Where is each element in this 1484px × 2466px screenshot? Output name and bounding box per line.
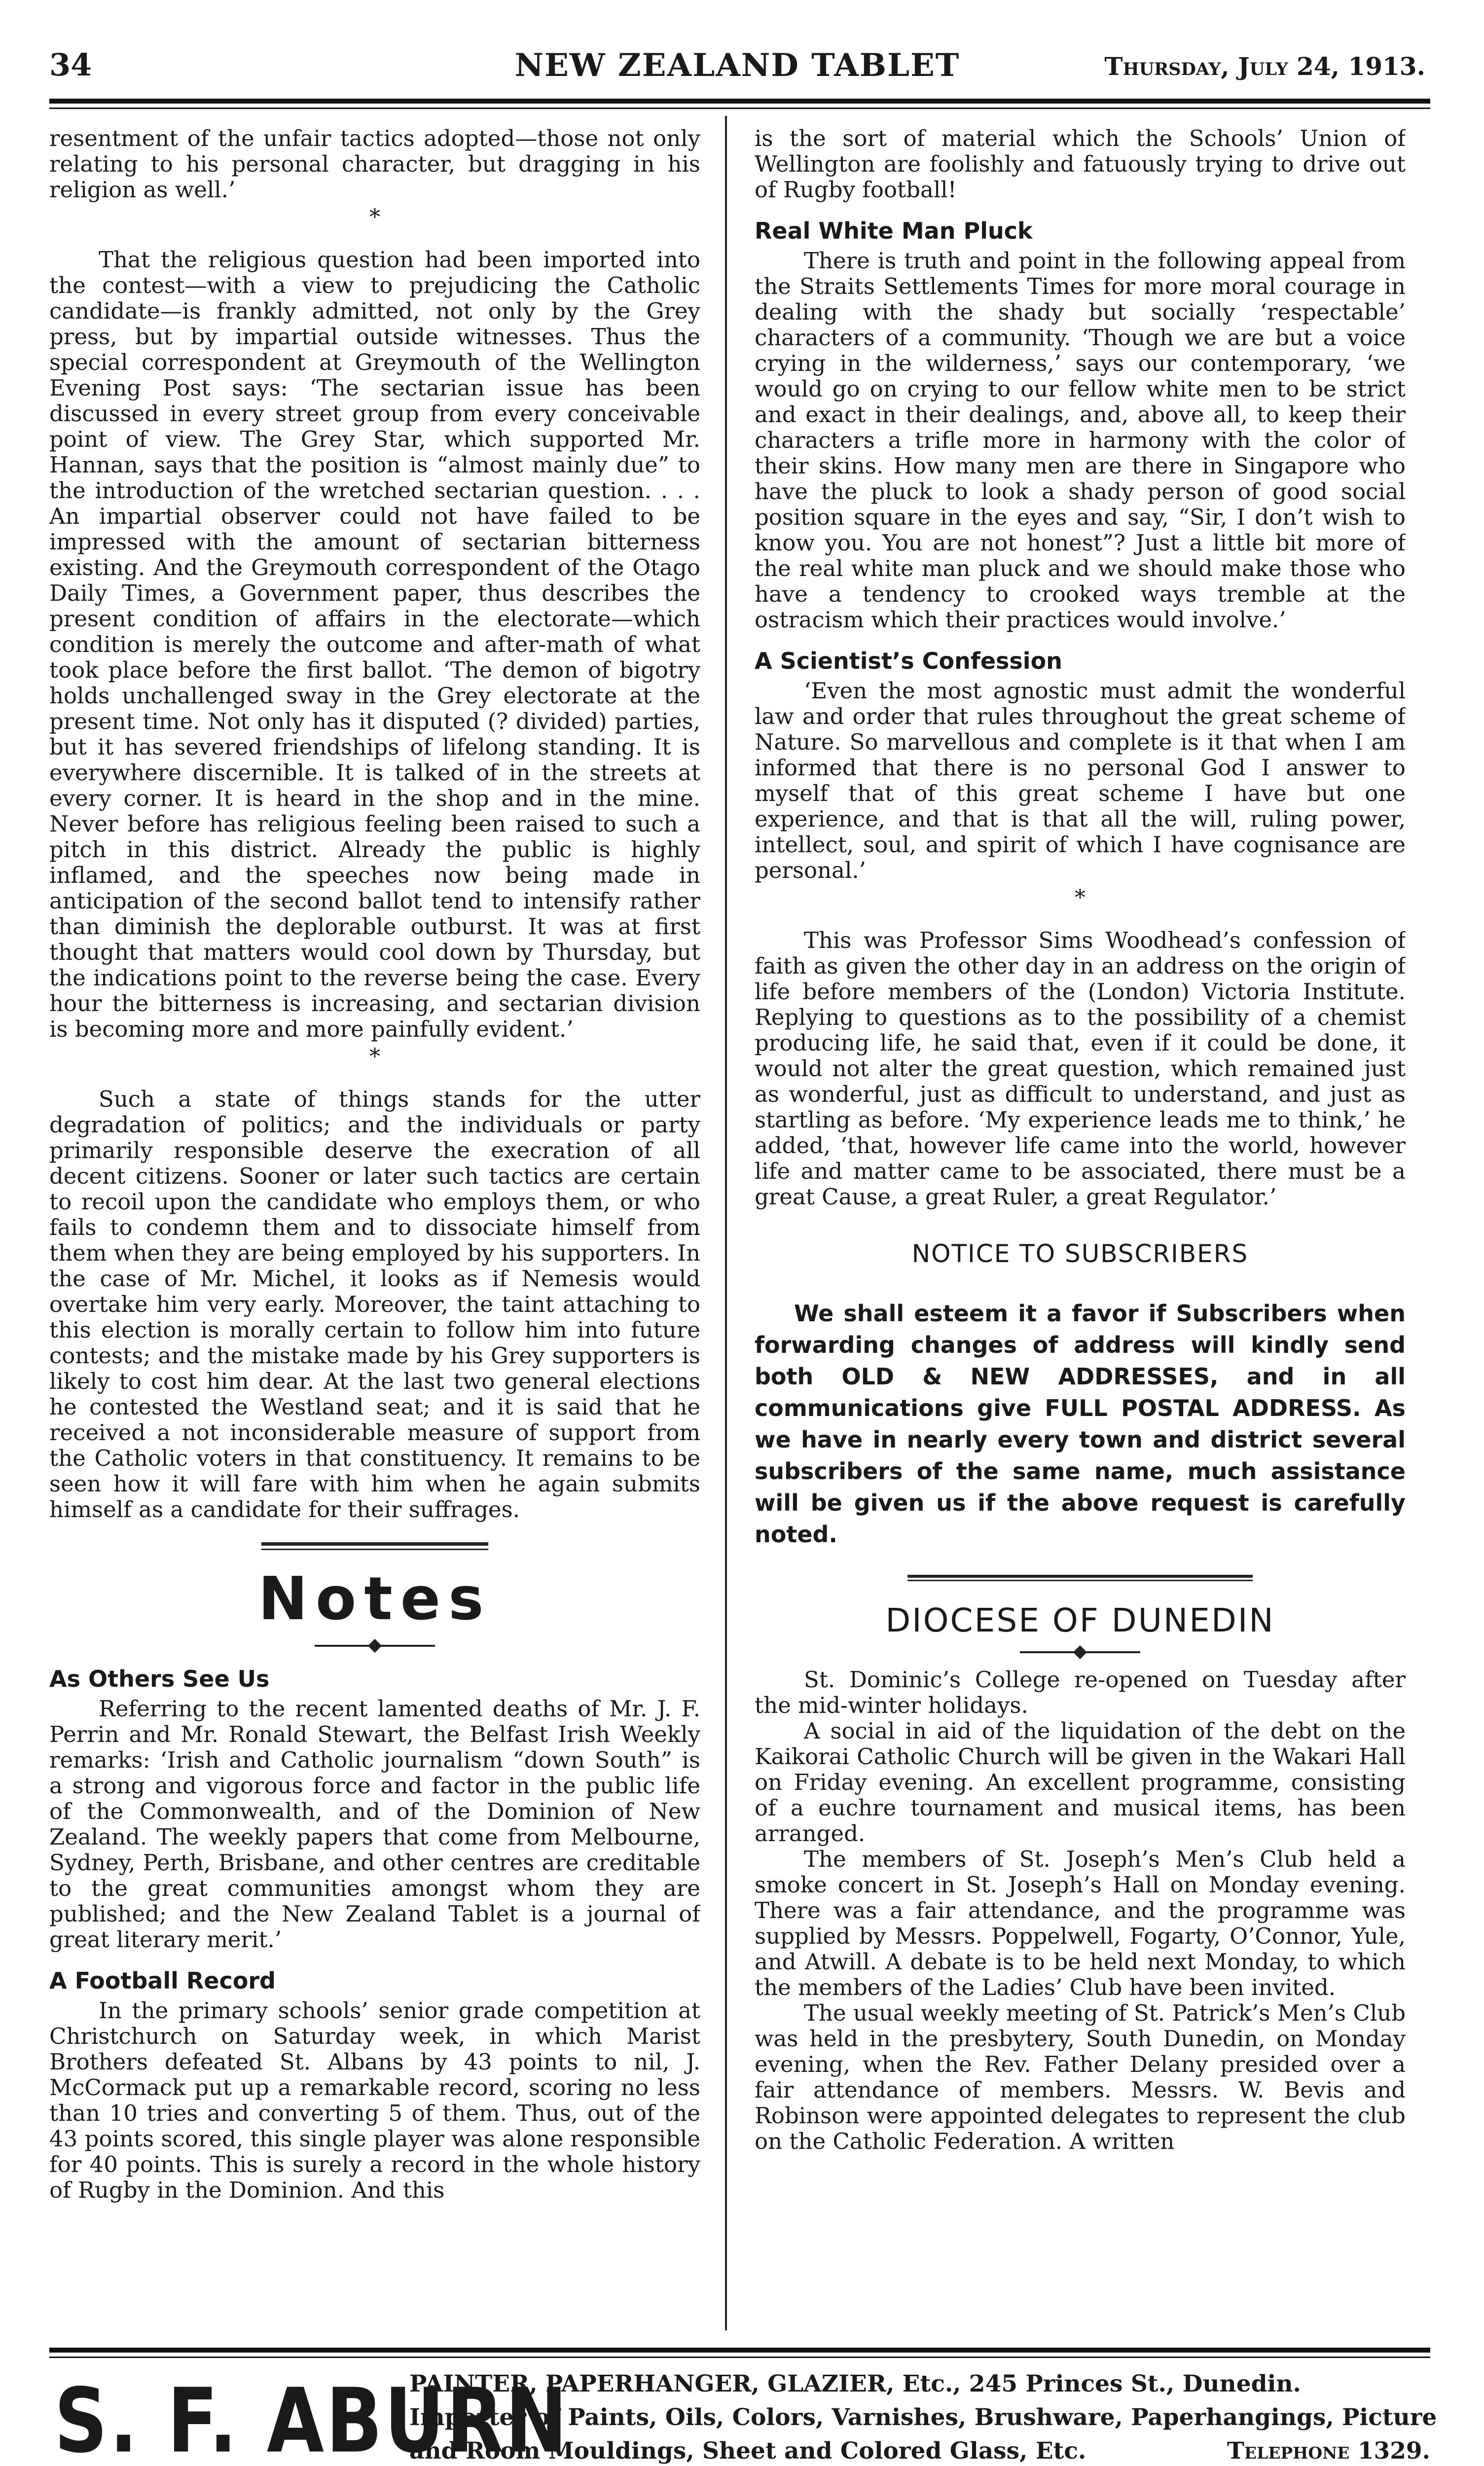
diamond-rule: [755, 1647, 1406, 1657]
article-paragraph: Such a state of things stands for the utter degradation of politics; and the individuals or party primarily responsible deserve the execration of all decent citizens. Sooner or later such tactics are certain to recoil upon the candidate who employs them, or who fails to condemn them and to dissociate himself from them when they are being employed by his supporters. In the case of Mr. Michel, it looks as if Nemesis would overtake him very early. Moreover, the taint attaching to this election is morally certain to follow him into future contests; and the mistake made by his Grey supporters is likely to cost him dear. At the last two general elections he contested the Westland seat; and it is said that he received a not inconsiderable measure of support from the Catholic voters in that constituency. It remains to be seen how it will fare with him when he again submits himself as a candidate for their suffrages.: [49, 1086, 700, 1523]
article-paragraph: is the sort of material which the Schools’ Union of Wellington are foolishly and fatuously trying to drive out of Rugby football!: [755, 126, 1406, 203]
advert-name: S. F. ABURN: [54, 2370, 570, 2466]
advert-line: and Room Mouldings, Sheet and Colored Glass, Etc.: [409, 2437, 1086, 2465]
notes-heading-block: [49, 1542, 700, 1651]
section-heading: Real White Man Pluck: [755, 218, 1033, 244]
notice-body: We shall esteem it a favor if Subscribers when forwarding changes of address will kindly send both OLD & NEW ADDRESSES, and in all communications give FULL POSTAL ADDRESS. As we have in nearly every town and district several subscribers of the same name, much assistance will be given us if the above request is carefully noted.: [755, 1300, 1406, 1548]
section-heading: As Others See Us: [49, 1666, 270, 1692]
advert-text: [409, 2367, 1437, 2466]
header-rule-thick: [49, 99, 1430, 104]
article-paragraph: Referring to the recent lamented deaths of Mr. J. F. Perrin and Mr. Ronald Stewart, the Belfast Irish Weekly remarks: ‘Irish and Catholic journalism “down South” is a strong and vigorous force and factor in the public life of the Commonwealth, and of the Dominion of New Zealand. The weekly papers that come from Melbourne, Sydney, Perth, Brisbane, and other centres are creditable to the great communities amongst whom they are published; and the New Zealand Tablet is a journal of great literary merit.’: [49, 1696, 700, 1953]
article-paragraph: ‘Even the most agnostic must admit the wonderful law and order that rules throughout the great scheme of Nature. So marvellous and complete is it that when I am informed that there is no personal God I answer to myself that of this great scheme I have but one experience, and that is that all the will, ruling power, intellect, soul, and spirit of which I have cognisance are personal.’: [755, 678, 1406, 883]
section-star: *: [369, 205, 380, 230]
section-star: *: [1075, 885, 1086, 910]
header-rule-thin: [49, 108, 1430, 109]
article-paragraph: In the primary schools’ senior grade competition at Christchurch on Saturday week, in which Marist Brothers defeated St. Albans by 43 points to nil, J. McCormack put up a remarkable record, scoring no less than 10 tries and converting 5 of them. Thus, out of the 43 points scored, this single player was alone responsible for 40 points. This is surely a record in the whole history of Rugby in the Dominion. And this: [49, 1997, 700, 2203]
notes-title: Notes: [258, 1565, 492, 1633]
issue-date: Thursday, July 24, 1913.: [1104, 52, 1425, 81]
column-divider: [725, 116, 727, 2330]
news-item: St. Dominic’s College re-opened on Tuesday after the mid-winter holidays.: [755, 1667, 1406, 1718]
diamond-ornament-icon: [1073, 1645, 1087, 1659]
section-heading: A Scientist’s Confession: [755, 648, 1062, 674]
diocese-rule: [907, 1575, 1253, 1578]
article-paragraph: This was Professor Sims Woodhead’s confession of faith as given the other day in an address on the origin of life before members of the (London) Victoria Institute. Replying to questions as to the possibility of a chemist producing life, he said that, even if it could be done, it would not alter the great question, which remained just as wonderful, just as difficult to understand, and just as startling as before. ‘My experience leads me to think,’ he added, ‘that, however life came into the world, however life and matter came to be associated, there must be a great Cause, a great Ruler, a great Regulator.’: [755, 927, 1406, 1210]
diocese-rule: [907, 1580, 1253, 1581]
news-item: The usual weekly meeting of St. Patrick’s Men’s Club was held in the presbytery, South Dunedin, on Monday evening, when the Rev. Father Delany presided over a fair attendance of members. Messrs. W. Bevis and Robinson were appointed delegates to represent the club on the Catholic Federation. A written: [755, 2000, 1406, 2154]
news-item: The members of St. Joseph’s Men’s Club held a smoke concert in St. Joseph’s Hall on Monday evening. There was a fair attendance, and the programme was supplied by Messrs. Poppelwell, Fogarty, O’Connor, Yule, and Atwill. A debate is to be held next Monday, to which the members of the Ladies’ Club have been invited.: [755, 1846, 1406, 2000]
notes-rule: [261, 1549, 488, 1550]
footer-rule-thick: [49, 2348, 1430, 2353]
page-number: 34: [49, 47, 92, 83]
diocese-title: DIOCESE OF DUNEDIN: [885, 1601, 1275, 1639]
notes-rule: [261, 1542, 488, 1546]
advert-line: PAINTER, PAPERHANGER, GLAZIER, Etc., 245 Princes St., Dunedin.: [409, 2370, 1301, 2397]
right-column: [755, 126, 1406, 2316]
page-header: [49, 47, 1425, 101]
advert-telephone: Telephone 1329.: [1227, 2437, 1430, 2465]
news-item: A social in aid of the liquidation of the debt on the Kaikorai Catholic Church will be given in the Wakari Hall on Friday evening. An excellent programme, consisting of a euchre tournament and musical items, has been arranged.: [755, 1718, 1406, 1847]
notice-title: NOTICE TO SUBSCRIBERS: [911, 1239, 1249, 1268]
advert-line: Importer of Paints, Oils, Colors, Varnishes, Brushware, Paperhangings, Picture: [409, 2404, 1437, 2431]
section-heading: A Football Record: [49, 1967, 276, 1994]
article-paragraph: resentment of the unfair tactics adopted—those not only relating to his personal character, but dragging in his religion as well.’: [49, 126, 700, 203]
left-column: [49, 126, 700, 2316]
masthead-title: NEW ZEALAND TABLET: [514, 47, 960, 84]
footer-rule-thin: [49, 2357, 1430, 2358]
article-paragraph: There is truth and point in the following appeal from the Straits Settlements Times for more moral courage in dealing with the shady but socially ‘respectable’ characters of a community. ‘Though we are but a voice crying in the wilderness,’ says our contemporary, ‘we would go on crying to our fellow white men to be strict and exact in their dealings, and, above all, to keep their characters a trifle more in harmony with the color of their skins. How many men are there in Singapore who have the pluck to look a shady person of good social position square in the eyes and say, “Sir, I don’t wish to know you. You are not honest”? Just a little bit more of the real white man pluck and we should make those who have a tendency to crooked ways tremble at the ostracism which their practices would involve.’: [755, 248, 1406, 633]
diamond-rule: [49, 1641, 700, 1651]
article-paragraph: That the religious question had been imported into the contest—with a view to prejudicing the Catholic candidate—is frankly admitted, not only by the Grey press, but by impartial outside witnesses. Thus the special correspondent at Greymouth of the Wellington Evening Post says: ‘The sectarian issue has been discussed in every street group from every conceivable point of view. The Grey Star, which supported Mr. Hannan, says that the position is “almost mainly due” to the introduction of the wretched sectarian question. . . . An impartial observer could not have failed to be impressed with the amount of sectarian bitterness existing. And the Greymouth correspondent of the Otago Daily Times, a Government paper, thus describes the present condition of affairs in the electorate—which condition is merely the outcome and after-math of what took place before the first ballot. ‘The demon of bigotry holds unchallenged sway in the Grey electorate at the present time. Not only has it disputed (? divided) parties, but it has severed friendships of lifelong standing. It is everywhere discernible. It is talked of in the streets at every corner. It is heard in the shop and in the mine. Never before has religious feeling been raised to such a pitch in this district. Already the public is highly inflamed, and the speeches now being made in anticipation of the second ballot tend to intensify rather than diminish the deplorable outburst. It was at first thought that matters would cool down by Thursday, but the indications point to the reverse being the case. Every hour the bitterness is increasing, and sectarian division is becoming more and more painfully evident.’: [49, 247, 700, 1042]
section-star: *: [369, 1044, 380, 1069]
diamond-ornament-icon: [368, 1639, 382, 1653]
